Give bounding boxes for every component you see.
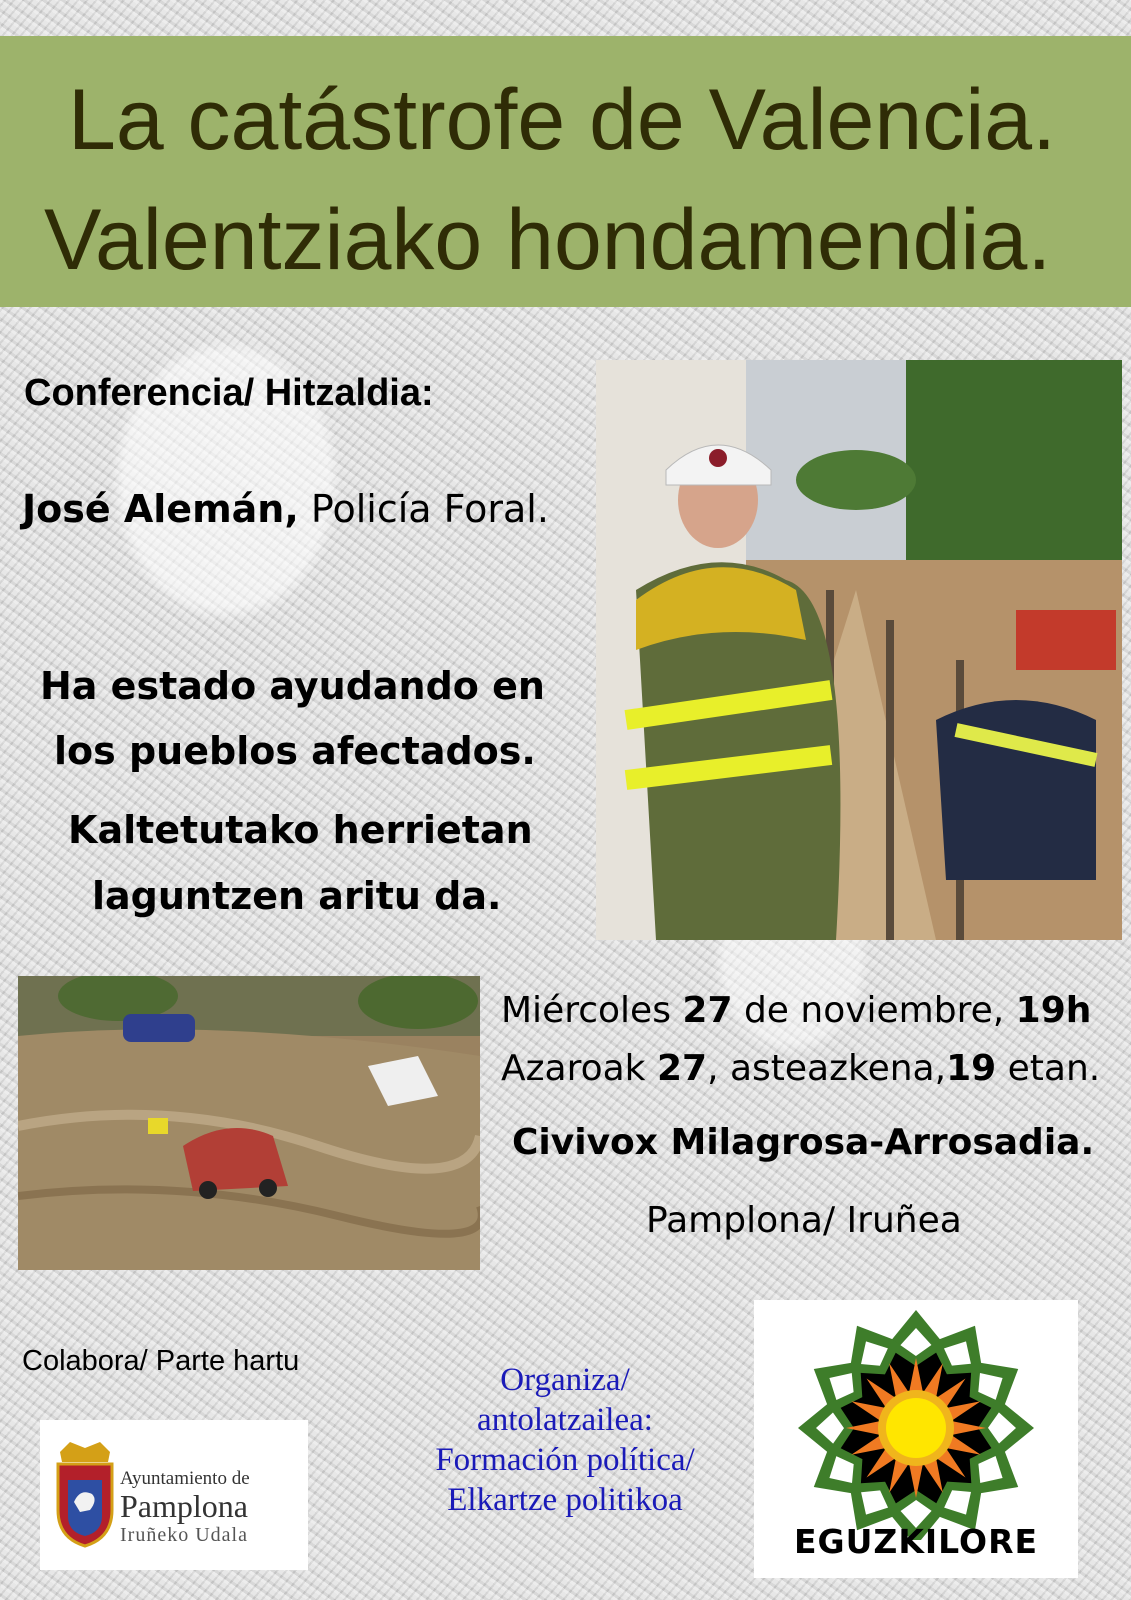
collaborator-logo-line2: Pamplona (120, 1488, 248, 1524)
organizer-line-4: Elkartze politikoa (447, 1482, 683, 1518)
date-es-month: de noviembre, (732, 990, 1016, 1031)
speaker-line (22, 487, 549, 531)
collaborator-logo-line3: Iruñeko Udala (120, 1524, 248, 1546)
date-eu-day: 27 (656, 1048, 708, 1089)
collaborator-logo (40, 1420, 308, 1570)
title-line-1: La catástrofe de Valencia. (68, 72, 1057, 168)
organizer-line-2: antolatzailea: (477, 1402, 653, 1438)
organizer-logo (754, 1300, 1078, 1578)
date-eu-hour: 19 (946, 1048, 997, 1089)
date-eu-suffix: etan. (996, 1048, 1101, 1089)
collaborator-label: Colabora/ Parte hartu (22, 1345, 300, 1377)
date-es-dayname: Miércoles (501, 990, 683, 1031)
city: Pamplona/ Iruñea (646, 1200, 962, 1241)
event-type: Conferencia/ Hitzaldia: (24, 372, 434, 414)
description-es-1: Ha estado ayudando en (40, 664, 545, 708)
date-eu-month: Azaroak (501, 1048, 657, 1089)
flood-photo (18, 976, 480, 1270)
organizer-logo-name: EGUZKILORE (793, 1522, 1039, 1561)
speaker-name: José Alemán, (22, 487, 299, 531)
date-es (501, 990, 1091, 1031)
pamplona-coat-of-arms-icon (50, 1440, 120, 1550)
description-eu-1: Kaltetutako herrietan (68, 808, 533, 852)
description-eu-2: laguntzen aritu da. (92, 874, 502, 918)
description-es-2: los pueblos afectados. (54, 729, 536, 773)
organizer-line-3: Formación política/ (435, 1442, 695, 1478)
speaker-photo (596, 360, 1122, 940)
organizer-block (390, 1360, 740, 1520)
speaker-role: Policía Foral. (298, 487, 549, 531)
eguzkilore-flower-icon (754, 1310, 1078, 1540)
venue: Civivox Milagrosa-Arrosadia. (512, 1122, 1095, 1163)
date-eu (501, 1048, 1100, 1089)
date-es-hour: 19h (1015, 990, 1092, 1031)
date-es-day: 27 (682, 990, 733, 1031)
title-line-2: Valentziako hondamendia. (44, 192, 1052, 288)
collaborator-logo-line1: Ayuntamiento de (120, 1468, 250, 1489)
date-eu-weekday: , asteazkena, (707, 1048, 947, 1089)
organizer-line-1: Organiza/ (500, 1362, 630, 1398)
title-banner (0, 36, 1131, 307)
